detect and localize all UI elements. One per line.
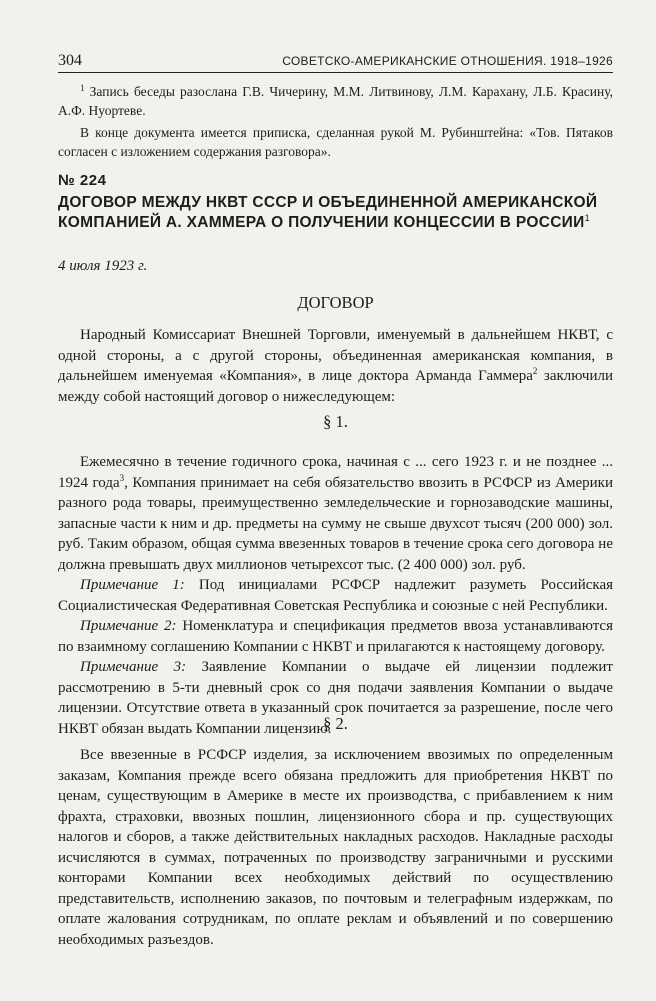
section-1-paragraph: [58, 452, 613, 575]
endnote-remark: В конце документа имеется приписка, сделанная рукой М. Рубинштейна: «Тов. Пятаков согласен с изложением содержания разговора».: [58, 125, 613, 159]
running-header: [58, 50, 613, 73]
preamble-text-b: заключили между собой настоящий договор о нижеследующем:: [58, 368, 614, 405]
section-1-text-b: , Компания принимает на себя обязательство ввозить в РСФСР из Америки разного рода товары, преимущественно земледельческие и горнозаводские машины, запасные части к ним и др. предметы на сумму не свыше двухсот тысяч (200 000) зол. руб. Таким образом, общая сумма ввезенных товаров в течение срока сего договора не должна превышать двух миллионов четырехсот тыс. (2 400 000) зол. руб.: [58, 474, 613, 573]
section-1-footnote-marker: 3: [119, 472, 125, 483]
footnote-text: Запись беседы разослана Г.В. Чичерину, М.М. Литвинову, Л.М. Карахану, Л.Б. Красину, А.Ф. Нуортеве.: [58, 84, 613, 118]
title-footnote-marker: 1: [584, 213, 590, 223]
section-2-heading: § 2.: [323, 714, 348, 733]
note-1-label: Примечание 1:: [80, 577, 185, 593]
note-2-label: Примечание 2:: [80, 618, 177, 634]
preamble-text-a: Народный Комиссариат Внешней Торговли, именуемый в дальнейшем НКВТ, с одной стороны, а с другой стороны, объединенная американская компания, в дальнейшем именуемая «Компания», в лице доктора Арманда Гаммера: [58, 327, 613, 384]
document-title-text: ДОГОВОР МЕЖДУ НКВТ СССР И ОБЪЕДИНЕННОЙ АМЕРИКАНСКОЙ КОМПАНИЕЙ А. ХАММЕРА О ПОЛУЧЕНИИ КОНЦЕССИИ В РОССИИ: [58, 194, 598, 231]
section-2-body: [58, 745, 613, 950]
section-1-body: [58, 452, 613, 739]
document-heading: ДОГОВОР: [297, 293, 374, 312]
document-number: № 224: [58, 172, 107, 189]
note-1: [58, 575, 613, 616]
note-2: [58, 616, 613, 657]
running-title: СОВЕТСКО-АМЕРИКАНСКИЕ ОТНОШЕНИЯ. 1918–1926: [282, 54, 613, 68]
preamble: [58, 325, 613, 407]
note-2-text: Номенклатура и спецификация предметов ввоза устанавливаются по взаимному соглашению Компании с НКВТ и прилагаются к настоящему договору.: [58, 618, 613, 655]
footnote-marker: 1: [80, 83, 85, 93]
note-3-text: Заявление Компании о выдаче ей лицензии подлежит рассмотрению в 5-ти дневный срок со дня подачи заявления Компании о выдаче лицензии. Отсутствие ответа в указанный срок почитается за разрешение, после чего НКВТ обязан выдать Компании лицензию.: [58, 659, 613, 737]
page-number: 304: [58, 52, 82, 69]
section-1-text-a: Ежемесячно в течение годичного срока, начиная с ... сего 1923 г. и не позднее ... 1924 года: [58, 454, 613, 491]
footnote-1: [58, 82, 613, 120]
preamble-footnote-marker: 2: [532, 366, 538, 376]
section-2-paragraph: Все ввезенные в РСФСР изделия, за исключением ввозимых по определенным заказам, Компания прежде всего обязана предложить для приобретения НКВТ по ценам, существующим в Америке в месте их производства, с прибавлением к ним фрахта, страховки, ввозных пошлин, лицензионного сбора и пр. существующих налогов и сборов, а также действительных накладных расходов. Накладные расходы исчисляются в суммах, потраченных по производству заграничными и русскими конторами Компании всех необходимых действий по осуществлению представительств, исполнению заказов, по почтовым и телеграфным издержкам, по оплате жалования сотрудникам, по оплате реклам и объявлений и по совершению необходимых разъездов.: [58, 747, 613, 948]
footnote-block: [58, 82, 613, 161]
document-date: 4 июля 1923 г.: [58, 258, 148, 274]
document-title: [58, 193, 613, 233]
preamble-paragraph: [58, 325, 613, 407]
section-1-heading: § 1.: [323, 412, 348, 431]
note-1-text: Под инициалами РСФСР надлежит разуметь Российская Социалистическая Федеративная Советская Республика и союзные с ней Республики.: [58, 577, 613, 614]
note-3-label: Примечание 3:: [80, 659, 187, 675]
